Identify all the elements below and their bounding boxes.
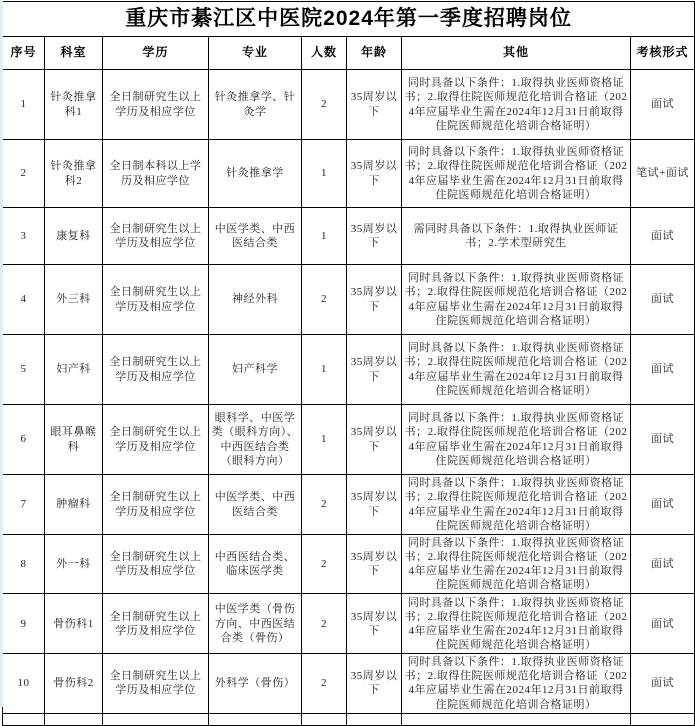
cell-other: 需同时具备以下条件：1.取得执业医师证书；2.学术型研究生: [402, 208, 631, 265]
table-row: [3, 594, 695, 654]
cell-empty: [302, 713, 347, 725]
cell-dept: 骨伤科2: [45, 654, 103, 713]
cell-age: 35周岁以下: [347, 208, 402, 265]
table-row: [3, 335, 695, 405]
cell-dept: 骨伤科1: [45, 594, 103, 654]
cell-age: 35周岁以下: [347, 475, 402, 535]
cell-major: 中医学类（骨伤方向、中西医结合类（骨伤）: [209, 594, 302, 654]
cell-major: 神经外科: [209, 265, 302, 335]
cell-other: 同时具备以下条件：1.取得执业医师资格证书；2.取得住院医师规范化培训合格证（2024年应届毕业生需在2024年12月31日前取得住院医师规范化培训合格证明）: [402, 140, 631, 208]
table-row: [3, 140, 695, 208]
table-row-partial: [3, 713, 695, 725]
cell-empty: [631, 713, 695, 725]
cell-exam: 面试: [631, 208, 695, 265]
cell-other: 同时具备以下条件：1.取得执业医师资格证书；2.取得住院医师规范化培训合格证（2024年应届毕业生需在2024年12月31日前取得住院医师规范化培训合格证明）: [402, 535, 631, 594]
col-header-edu: 学历: [103, 37, 209, 70]
cell-other: 同时具备以下条件：1.取得执业医师资格证书；2.取得住院医师规范化培训合格证（2024年应届毕业生需在2024年12月31日前取得住院医师规范化培训合格证明）: [402, 405, 631, 475]
cell-age: 35周岁以下: [347, 265, 402, 335]
cell-count: 2: [302, 535, 347, 594]
col-header-major: 专业: [209, 37, 302, 70]
cell-age: 35周岁以下: [347, 654, 402, 713]
cell-exam: 面试: [631, 535, 695, 594]
cell-no: 9: [3, 594, 45, 654]
cell-empty: [209, 713, 302, 725]
cell-edu: 全日制研究生以上学历及相应学位: [103, 335, 209, 405]
table-row: [3, 475, 695, 535]
table-row: [3, 535, 695, 594]
cell-other: 同时具备以下条件：1.取得执业医师资格证书；2.取得住院医师规范化培训合格证（2024年应届毕业生需在2024年12月31日前取得住院医师规范化培训合格证明）: [402, 335, 631, 405]
cell-count: 1: [302, 140, 347, 208]
cell-empty: [45, 713, 103, 725]
cell-major: 外科学（骨伤）: [209, 654, 302, 713]
col-header-count: 人数: [302, 37, 347, 70]
cell-edu: 全日制研究生以上学历及相应学位: [103, 535, 209, 594]
cell-empty: [402, 713, 631, 725]
cell-exam: 面试: [631, 594, 695, 654]
table-row: [3, 208, 695, 265]
cell-age: 35周岁以下: [347, 535, 402, 594]
col-header-dept: 科室: [45, 37, 103, 70]
cell-no: 10: [3, 654, 45, 713]
cell-edu: 全日制本科以上学历及相应学位: [103, 140, 209, 208]
cell-age: 35周岁以下: [347, 70, 402, 140]
col-header-exam: 考核形式: [631, 37, 695, 70]
col-header-age: 年龄: [347, 37, 402, 70]
cell-empty: [347, 713, 402, 725]
cell-empty: [103, 713, 209, 725]
cell-dept: 康复科: [45, 208, 103, 265]
cell-edu: 全日制研究生以上学历及相应学位: [103, 475, 209, 535]
cell-major: 中医学类、中西医结合类: [209, 475, 302, 535]
cell-dept: 外三科: [45, 265, 103, 335]
cell-no: 7: [3, 475, 45, 535]
cell-dept: 眼耳鼻喉科: [45, 405, 103, 475]
title-row: [3, 2, 695, 37]
cell-major: 针灸推拿学: [209, 140, 302, 208]
cell-exam: 面试: [631, 405, 695, 475]
cell-dept: 外一科: [45, 535, 103, 594]
page-left-edge: [0, 1, 3, 707]
table-row: [3, 70, 695, 140]
cell-major: 中西医结合类、临床医学类: [209, 535, 302, 594]
cell-edu: 全日制研究生以上学历及相应学位: [103, 405, 209, 475]
cell-edu: 全日制研究生以上学历及相应学位: [103, 654, 209, 713]
cell-no: 5: [3, 335, 45, 405]
cell-no: 3: [3, 208, 45, 265]
cell-no: 6: [3, 405, 45, 475]
cell-age: 35周岁以下: [347, 140, 402, 208]
cell-count: 2: [302, 475, 347, 535]
cell-exam: 面试: [631, 70, 695, 140]
cell-count: 2: [302, 594, 347, 654]
cell-exam: 面试: [631, 265, 695, 335]
cell-major: 针灸推拿学、针灸学: [209, 70, 302, 140]
cell-no: 8: [3, 535, 45, 594]
cell-major: 眼科学、中医学类（眼科方向）、中西医结合类（眼科方向）: [209, 405, 302, 475]
page-title: 重庆市綦江区中医院2024年第一季度招聘岗位: [3, 2, 695, 37]
cell-exam: 面试: [631, 654, 695, 713]
cell-no: 2: [3, 140, 45, 208]
cell-dept: 肿瘤科: [45, 475, 103, 535]
cell-age: 35周岁以下: [347, 594, 402, 654]
cell-empty: [3, 713, 45, 725]
cell-count: 1: [302, 208, 347, 265]
cell-count: 2: [302, 654, 347, 713]
cell-no: 1: [3, 70, 45, 140]
cell-count: 2: [302, 70, 347, 140]
cell-major: 妇产科学: [209, 335, 302, 405]
cell-other: 同时具备以下条件：1.取得执业医师资格证书；2.取得住院医师规范化培训合格证（2024年应届毕业生需在2024年12月31日前取得住院医师规范化培训合格证明）: [402, 70, 631, 140]
cell-edu: 全日制研究生以上学历及相应学位: [103, 265, 209, 335]
cell-other: 同时具备以下条件：1.取得执业医师资格证书；2.取得住院医师规范化培训合格证（2024年应届毕业生需在2024年12月31日前取得住院医师规范化培训合格证明）: [402, 654, 631, 713]
table-row: [3, 265, 695, 335]
col-header-other: 其他: [402, 37, 631, 70]
table-row: [3, 654, 695, 713]
recruitment-table: [2, 1, 695, 726]
cell-dept: 针灸推拿科2: [45, 140, 103, 208]
cell-count: 1: [302, 335, 347, 405]
cell-major: 中医学类、中西医结合类: [209, 208, 302, 265]
cell-age: 35周岁以下: [347, 335, 402, 405]
cell-dept: 妇产科: [45, 335, 103, 405]
cell-dept: 针灸推拿科1: [45, 70, 103, 140]
cell-exam: 笔试+面试: [631, 140, 695, 208]
cell-other: 同时具备以下条件：1.取得执业医师资格证书；2.取得住院医师规范化培训合格证（2024年应届毕业生需在2024年12月31日前取得住院医师规范化培训合格证明）: [402, 475, 631, 535]
cell-edu: 全日制研究生以上学历及相应学位: [103, 594, 209, 654]
cell-count: 2: [302, 265, 347, 335]
table-body: [3, 70, 695, 726]
table-row: [3, 405, 695, 475]
cell-other: 同时具备以下条件：1.取得执业医师资格证书；2.取得住院医师规范化培训合格证（2024年应届毕业生需在2024年12月31日前取得住院医师规范化培训合格证明）: [402, 265, 631, 335]
cell-edu: 全日制研究生以上学历及相应学位: [103, 208, 209, 265]
cell-other: 同时具备以下条件：1.取得执业医师资格证书；2.取得住院医师规范化培训合格证（2024年应届毕业生需在2024年12月31日前取得住院医师规范化培训合格证明）: [402, 594, 631, 654]
cell-exam: 面试: [631, 475, 695, 535]
header-row: [3, 37, 695, 70]
cell-no: 4: [3, 265, 45, 335]
col-header-no: 序号: [3, 37, 45, 70]
cell-age: 35周岁以下: [347, 405, 402, 475]
cell-exam: 面试: [631, 335, 695, 405]
cell-edu: 全日制研究生以上学历及相应学位: [103, 70, 209, 140]
cell-count: 1: [302, 405, 347, 475]
